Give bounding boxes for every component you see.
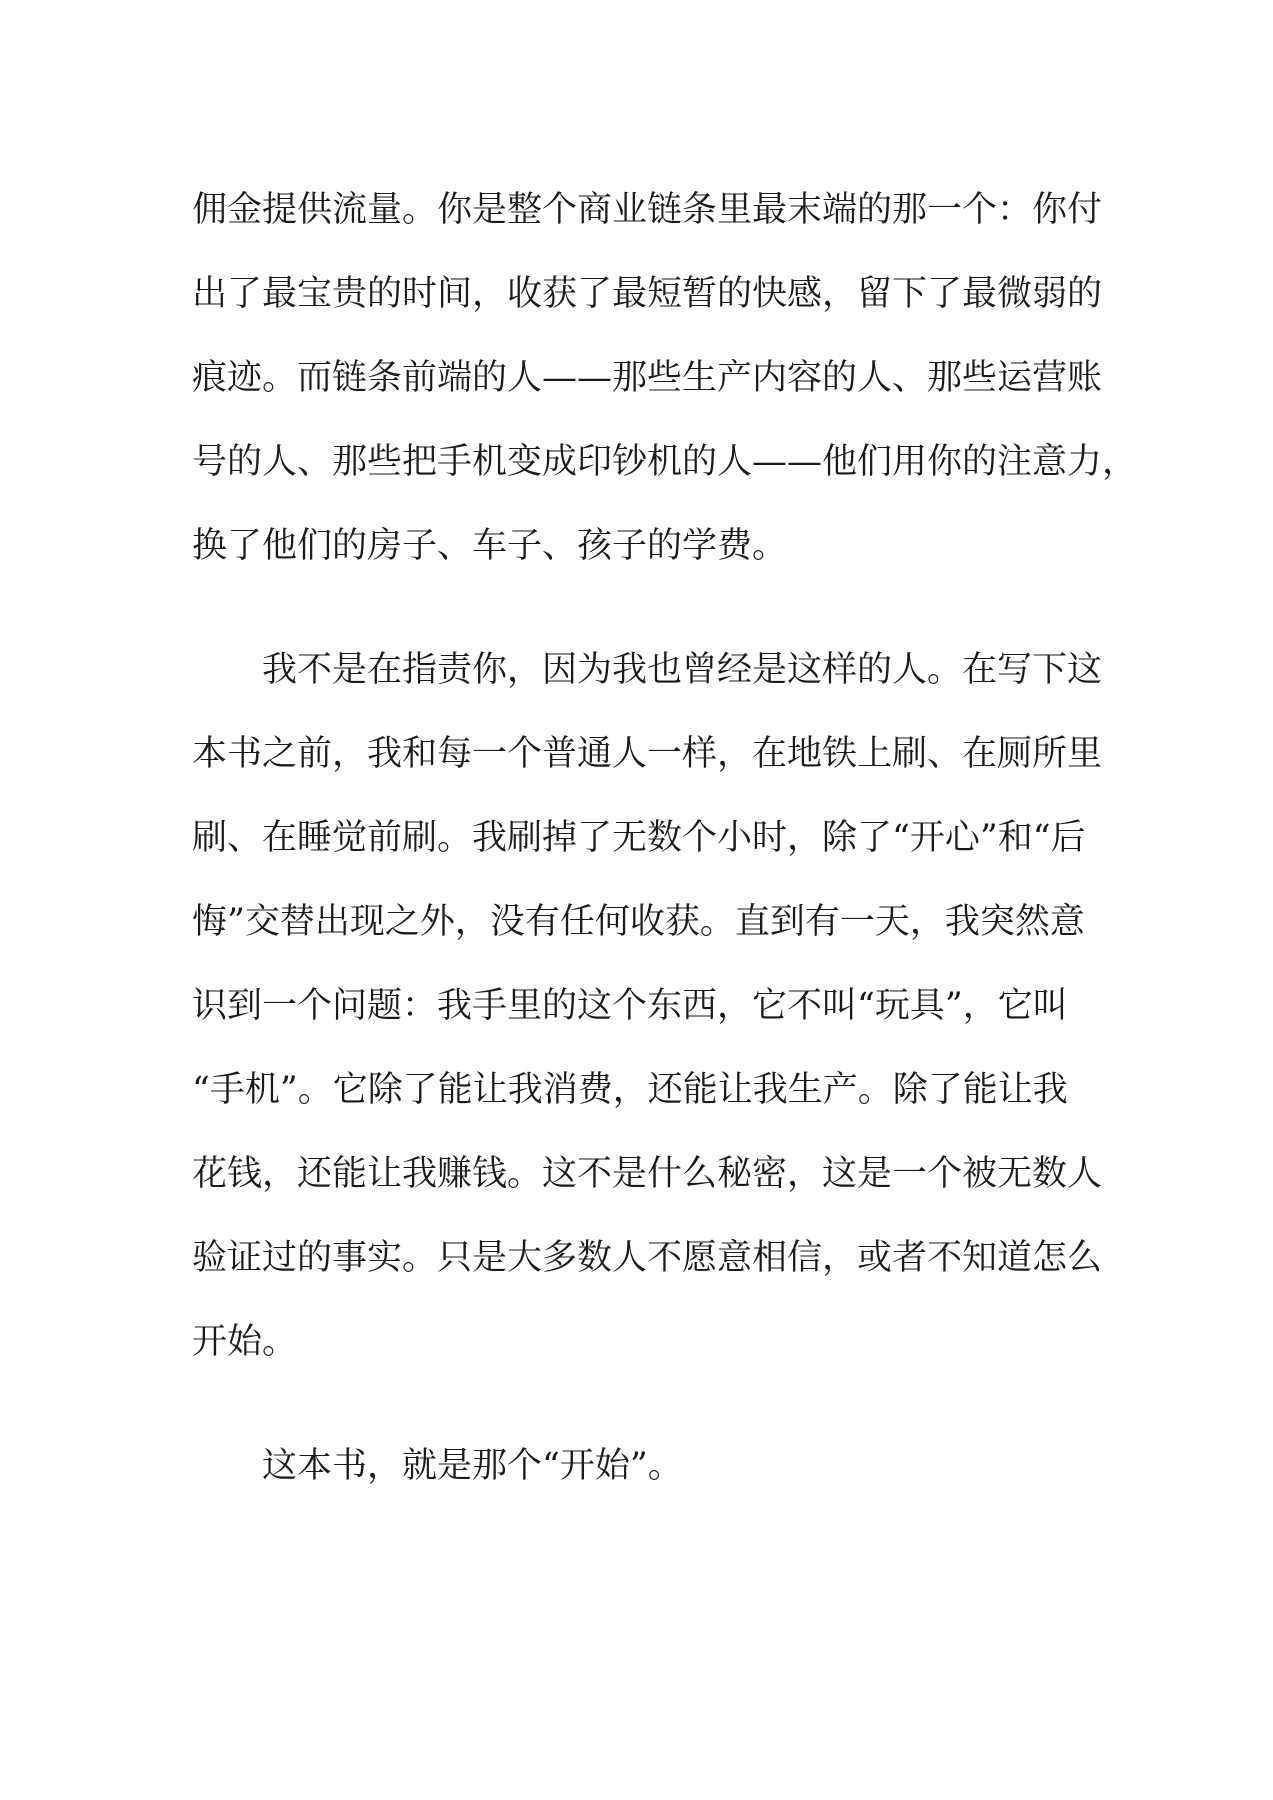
paragraph-1 [192,168,1138,588]
text-line: “手机”。它除了能让我消费，还能让我生产。除了能让我 [192,1070,1068,1110]
text-line: 识到一个问题：我手里的这个东西，它不叫“玩具”，它叫 [192,986,1068,1026]
text-line: 出了最宝贵的时间，收获了最短暂的快感，留下了最微弱的 [192,274,1103,314]
text-line: 佣金提供流量。你是整个商业链条里最末端的那一个：你付 [192,190,1103,230]
text-line: 换了他们的房子、车子、孩子的学费。 [192,526,788,566]
text-line: 我不是在指责你，因为我也曾经是这样的人。在写下这 [262,650,1103,690]
paragraph-2 [192,628,1103,1384]
text-line: 花钱，还能让我赚钱。这不是什么秘密，这是一个被无数人 [192,1154,1103,1194]
text-line: 悔”交替出现之外，没有任何收获。直到有一天，我突然意 [192,902,1085,942]
paragraph-3 [192,1424,1092,1508]
text-line: 开始。 [192,1322,298,1362]
paragraph-spacer [192,1384,1092,1424]
text-line: 这本书，就是那个“开始”。 [262,1446,683,1486]
text-line: 痕迹。而链条前端的人——那些生产内容的人、那些运营账 [192,358,1103,398]
text-line: 本书之前，我和每一个普通人一样，在地铁上刷、在厕所里 [192,734,1103,774]
text-line: 刷、在睡觉前刷。我刷掉了无数个小时，除了“开心”和“后 [192,818,1086,858]
body-text [192,168,1138,1508]
text-line: 验证过的事实。只是大多数人不愿意相信，或者不知道怎么 [192,1238,1103,1278]
paragraph-spacer [192,588,1092,628]
text-line: 号的人、那些把手机变成印钞机的人——他们用你的注意力， [192,442,1138,482]
